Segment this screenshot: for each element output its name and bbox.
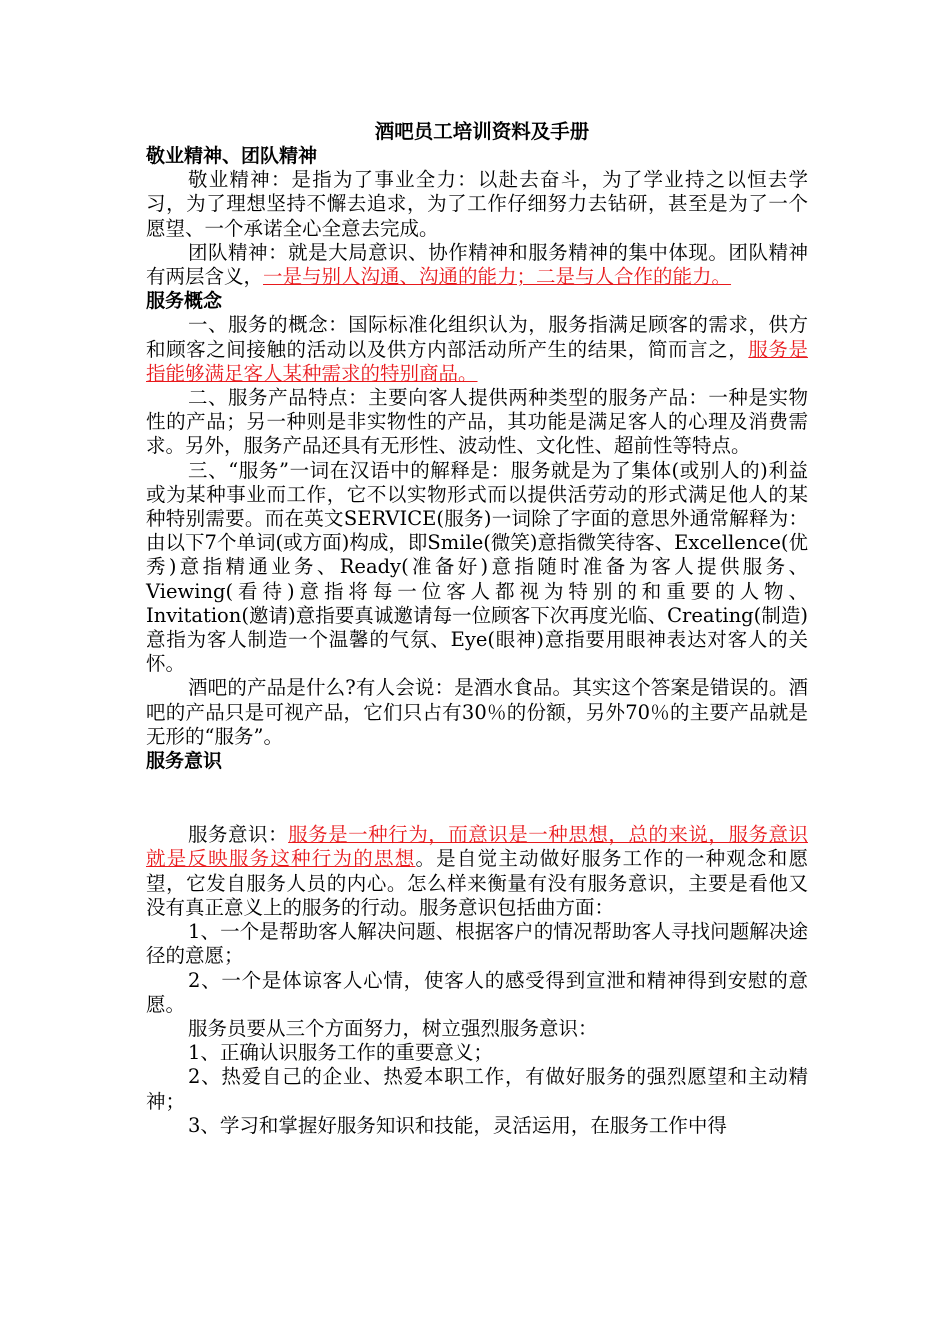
paragraph-text: 2、一个是体谅客人心情，使客人的感受得到宣泄和精神得到安慰的意愿。	[146, 968, 808, 1016]
paragraph	[146, 920, 808, 968]
paragraph	[146, 1114, 808, 1138]
paragraph-text: 3、学习和掌握好服务知识和技能，灵活运用，在服务工作中得	[188, 1113, 727, 1137]
paragraph-text: 二、服务产品特点：主要向客人提供两种类型的服务产品：一种是实物性的产品；另一种则是非实物性的产品，其功能是满足客人的心理及消费需求。另外，服务产品还具有无形性、波动性、文化性、超前性等特点。	[146, 386, 808, 458]
paragraph	[146, 969, 808, 1017]
paragraph-text: 酒吧的产品是什么?有人会说：是酒水食品。其实这个答案是错误的。酒吧的产品只是可视产品，它们只占有30％的份额，另外70％的主要产品就是无形的“服务”。	[146, 676, 808, 748]
paragraph	[146, 168, 808, 241]
paragraph	[146, 313, 808, 386]
paragraph	[146, 676, 808, 749]
paragraph-text: 1、一个是帮助客人解决问题、根据客户的情况帮助客人寻找问题解决途径的意愿；	[146, 920, 808, 968]
paragraph-text: 服务意识：	[188, 823, 289, 847]
highlighted-text: 服务是一种行为，而意识是一种思想，总的来说，服务意识就是反映服务这种行为的思想	[146, 823, 808, 871]
paragraph-text: 一、服务的概念：国际标准化组织认为，服务指满足顾客的需求，供方和顾客之间接触的活动以及供方内部活动所产生的结果，简而言之，	[146, 313, 808, 361]
paragraph-text: 三、“服务”一词在汉语中的解释是：服务就是为了集体(或别人的)利益或为某种事业而工作，它不以实物形式而以提供活劳动的形式满足他人的某种特别需要。而在英文SERVICE(服务)一词除了字面的意思外通常解释为：由以下7个单词(或方面)构成，即Smile(微笑)意指微笑待客、Excellence(优秀)意指精通业务、Ready(准备好)意指随时准备为客人提供服务、Viewing(看待)意指将每一位客人都视为特别的和重要的人物、Invitation(邀请)意指要真诚邀请每一位顾客下次再度光临、Creating(制造)意指为客人制造一个温馨的气氛、Eye(眼神)意指要用眼神表达对客人的关怀。	[146, 458, 808, 676]
paragraph-text: 敬业精神：是指为了事业全力：以赴去奋斗，为了学业持之以恒去学习，为了理想坚持不懈去追求，为了工作仔细努力去钻研，甚至是为了一个愿望、一个承诺全心全意去完成。	[146, 168, 808, 240]
paragraph	[146, 459, 808, 677]
paragraph-text: 2、热爱自己的企业、热爱本职工作，有做好服务的强烈愿望和主动精神；	[146, 1065, 808, 1113]
paragraph	[146, 241, 808, 289]
section-heading: 敬业精神、团队精神	[146, 145, 318, 167]
paragraph-text: 服务员要从三个方面努力，树立强烈服务意识：	[188, 1016, 598, 1040]
paragraph-text: 。是自觉主动做好服务工作的一种观念和愿望，它发自服务人员的内心。怎么样来衡量有没有服务意识，主要是看他又没有真正意义上的服务的行动。服务意识包括曲方面：	[146, 847, 808, 919]
paragraph-text: 团队精神：就是大局意识、协作精神和服务精神的集中体现。团队精神有两层含义，	[146, 240, 808, 289]
paragraph	[146, 386, 808, 459]
document-page	[146, 120, 808, 1138]
paragraph	[146, 823, 808, 920]
paragraph-text: 1、正确认识服务工作的重要意义；	[188, 1041, 493, 1065]
highlighted-text: 一是与别人沟通、沟通的能力；二是与人合作的能力。	[263, 265, 732, 289]
blank-line	[146, 773, 808, 823]
paragraph	[146, 1065, 808, 1113]
section-heading: 服务意识	[146, 750, 223, 773]
section-heading: 服务概念	[146, 290, 223, 313]
paragraph	[146, 1017, 808, 1041]
document-title: 酒吧员工培训资料及手册	[374, 120, 590, 143]
highlighted-text: 服务是指能够满足客人某种需求的特别商品。	[146, 337, 808, 385]
paragraph	[146, 1041, 808, 1065]
